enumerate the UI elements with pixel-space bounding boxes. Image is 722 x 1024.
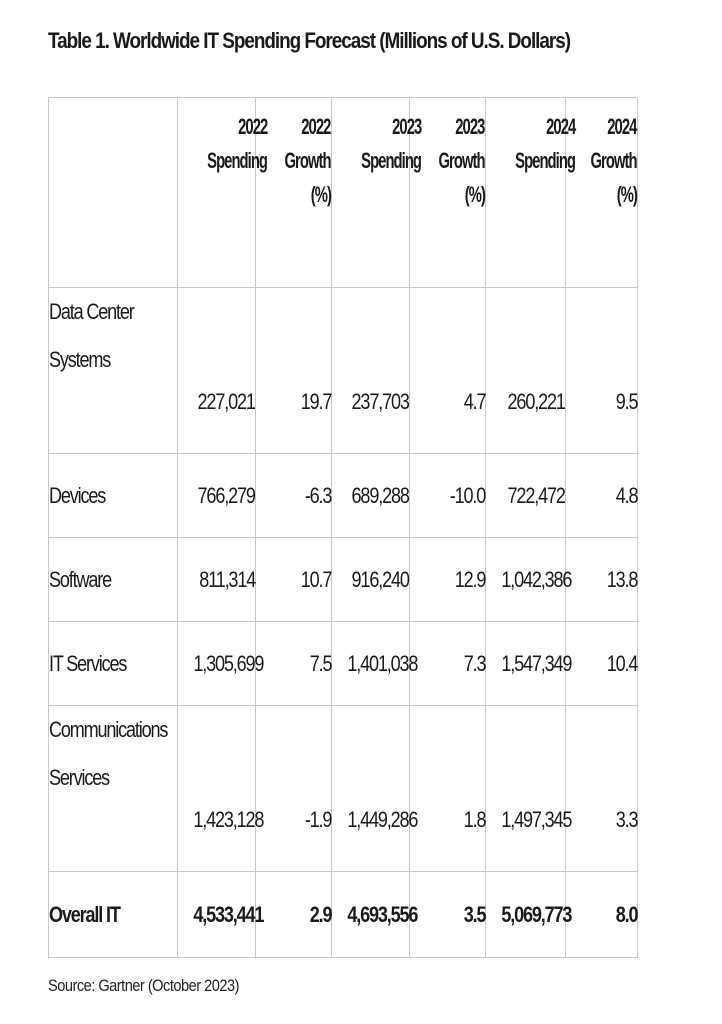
table-cell: -1.9 — [256, 706, 332, 872]
table-cell: 811,314 — [178, 538, 256, 622]
table-cell: 1,547,349 — [486, 622, 566, 706]
table-cell: -10.0 — [410, 454, 486, 538]
row-label: IT Services — [49, 622, 178, 706]
table-cell: 1,401,038 — [332, 622, 410, 706]
header-row — [49, 98, 638, 288]
table-cell: 19.7 — [256, 288, 332, 454]
table-cell: 7.5 — [256, 622, 332, 706]
table-row — [49, 538, 638, 622]
table-cell: 3.3 — [566, 706, 638, 872]
table-cell: 8.0 — [566, 872, 638, 958]
table-cell: 4,693,556 — [332, 872, 410, 958]
row-label: Data Center Systems — [49, 288, 178, 454]
table-cell: 10.4 — [566, 622, 638, 706]
table-cell: 237,703 — [332, 288, 410, 454]
row-label: Communications Services — [49, 706, 178, 872]
table-title: Table 1. Worldwide IT Spending Forecast (Millions of U.S. Dollars) — [48, 28, 570, 53]
table-cell: 4.7 — [410, 288, 486, 454]
table-cell: 4.8 — [566, 454, 638, 538]
row-label: Overall IT — [49, 872, 178, 958]
table-cell: 1,449,286 — [332, 706, 410, 872]
table-cell: 916,240 — [332, 538, 410, 622]
header-cell: 2024 Spending — [486, 98, 566, 288]
it-spending-table — [48, 97, 638, 958]
table-row — [49, 454, 638, 538]
table-cell: 3.5 — [410, 872, 486, 958]
table-cell: 260,221 — [486, 288, 566, 454]
table-cell: 1,305,699 — [178, 622, 256, 706]
table-cell: 5,069,773 — [486, 872, 566, 958]
table-cell: 12.9 — [410, 538, 486, 622]
header-empty-cell — [49, 98, 178, 288]
table-cell: 1,042,386 — [486, 538, 566, 622]
table-cell: 7.3 — [410, 622, 486, 706]
header-cell: 2023 Growth (%) — [410, 98, 486, 288]
table-row-total — [49, 872, 638, 958]
table-cell: 1.8 — [410, 706, 486, 872]
source-note: Source: Gartner (October 2023) — [48, 976, 239, 995]
table-cell: 227,021 — [178, 288, 256, 454]
table-cell: 1,497,345 — [486, 706, 566, 872]
table-cell: 13.8 — [566, 538, 638, 622]
header-cell: 2023 Spending — [332, 98, 410, 288]
table-cell: 766,279 — [178, 454, 256, 538]
table-row — [49, 622, 638, 706]
table-cell: -6.3 — [256, 454, 332, 538]
table-cell: 2.9 — [256, 872, 332, 958]
table-cell: 10.7 — [256, 538, 332, 622]
table-cell: 689,288 — [332, 454, 410, 538]
table-row — [49, 288, 638, 454]
header-cell: 2022 Growth (%) — [256, 98, 332, 288]
table-cell: 4,533,441 — [178, 872, 256, 958]
row-label: Software — [49, 538, 178, 622]
header-cell: 2022 Spending — [178, 98, 256, 288]
table-cell: 1,423,128 — [178, 706, 256, 872]
table-cell: 722,472 — [486, 454, 566, 538]
table-cell: 9.5 — [566, 288, 638, 454]
table-row — [49, 706, 638, 872]
header-cell: 2024 Growth (%) — [566, 98, 638, 288]
row-label: Devices — [49, 454, 178, 538]
